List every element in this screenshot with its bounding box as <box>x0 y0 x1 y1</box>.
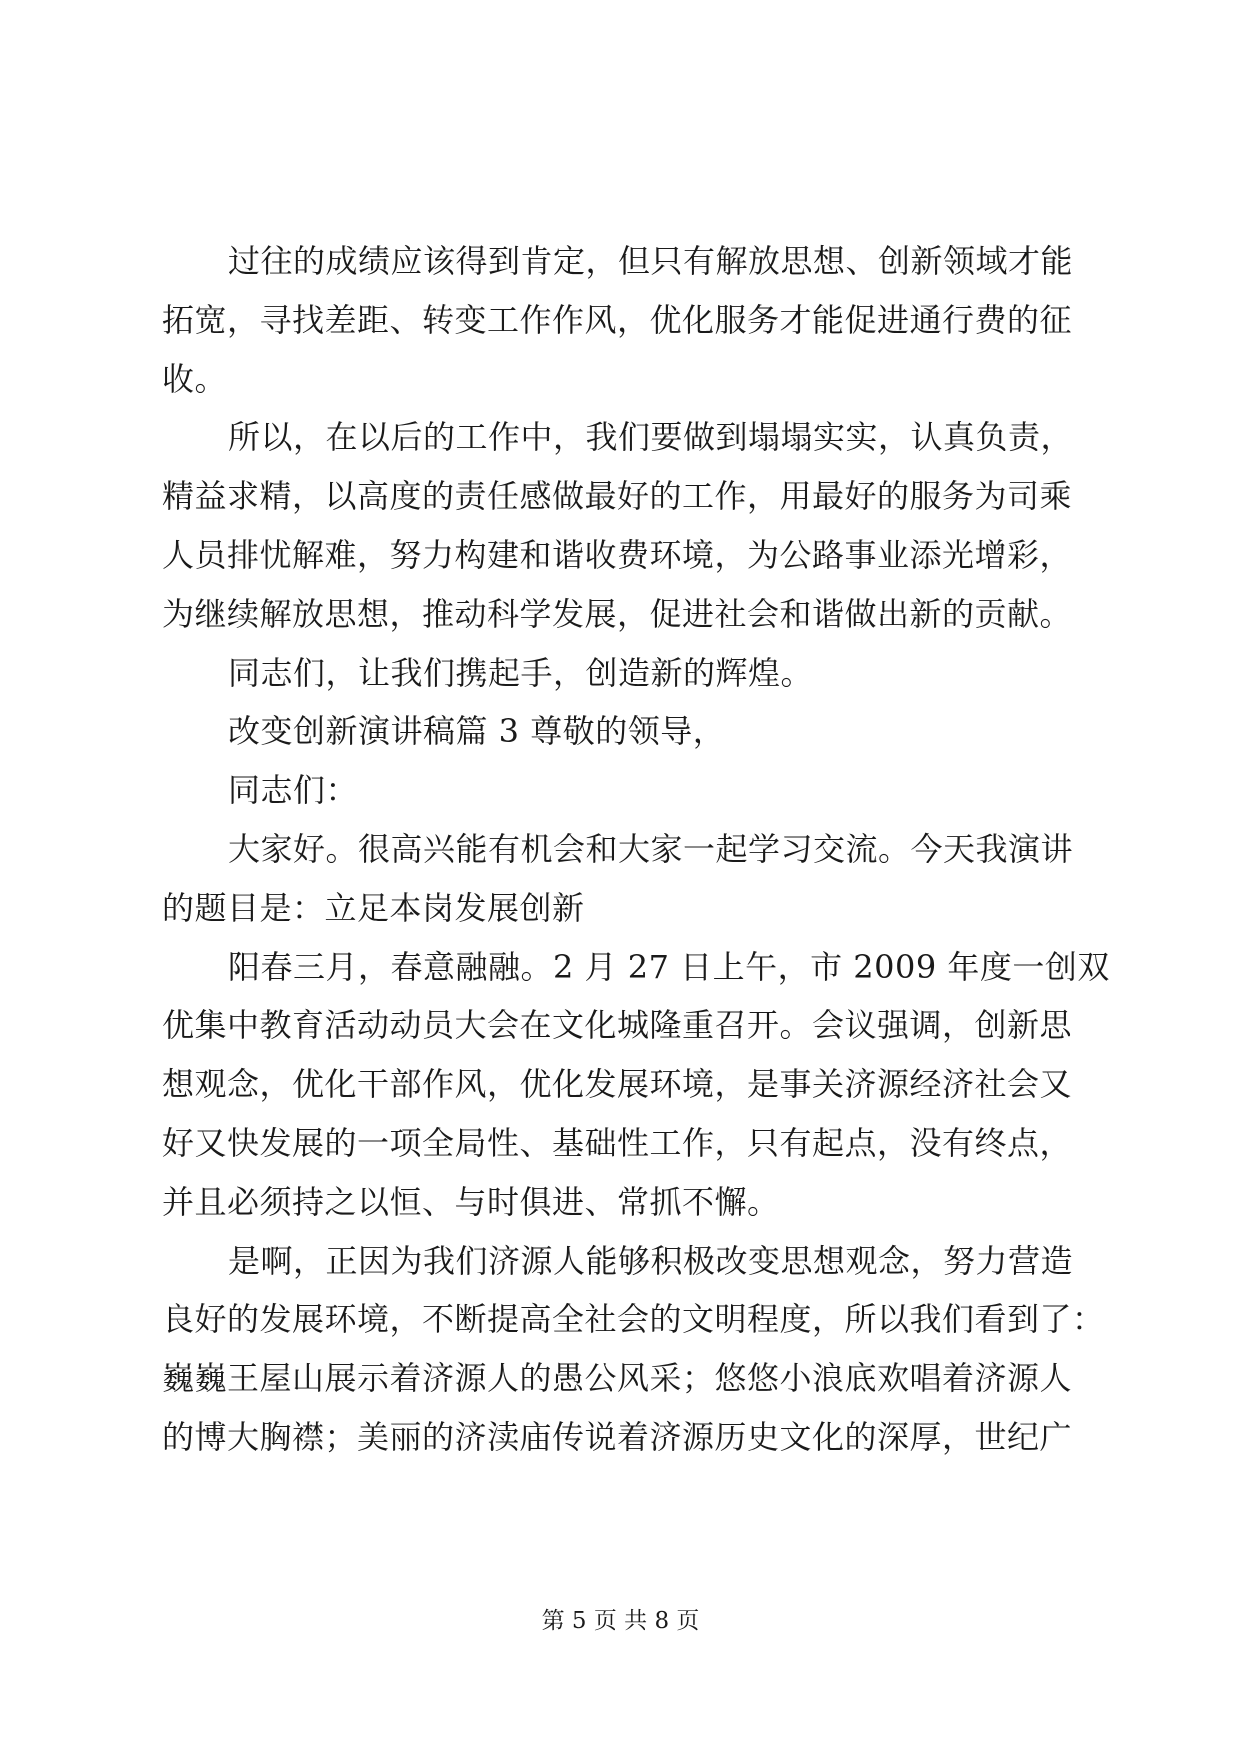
text-line: 想观念，优化干部作风，优化发展环境，是事关济源经济社会又 <box>162 1065 1073 1104</box>
text-line: 为继续解放思想，推动科学发展，促进社会和谐做出新的贡献。 <box>162 594 1073 633</box>
text-line: 阳春三月，春意融融。2 月 27 日上午，市 2009 年度一创双 <box>228 947 1110 986</box>
section-heading-line: 改变创新演讲稿篇 3 尊敬的领导， <box>228 712 726 751</box>
text-line: 的博大胸襟；美丽的济渎庙传说着济源历史文化的深厚，世纪广 <box>162 1417 1073 1456</box>
text-line: 拓宽，寻找差距、转变工作作风，优化服务才能促进通行费的征 <box>162 300 1073 339</box>
text-line: 人员排忧解难，努力构建和谐收费环境，为公路事业添光增彩， <box>162 535 1073 574</box>
text-line: 巍巍王屋山展示着济源人的愚公风采；悠悠小浪底欢唱着济源人 <box>162 1359 1073 1398</box>
text-line: 收。 <box>162 359 228 398</box>
document-body <box>162 232 1110 1467</box>
page-footer <box>0 1606 1241 1636</box>
text-line: 是啊，正因为我们济源人能够积极改变思想观念，努力营造 <box>228 1241 1074 1280</box>
text-line: 精益求精，以高度的责任感做最好的工作，用最好的服务为司乘 <box>162 477 1073 516</box>
text-line: 优集中教育活动动员大会在文化城隆重召开。会议强调，创新思 <box>162 1006 1073 1045</box>
salutation-line: 同志们： <box>228 771 359 810</box>
text-line: 好又快发展的一项全局性、基础性工作，只有起点，没有终点， <box>162 1123 1073 1162</box>
text-line: 过往的成绩应该得到肯定，但只有解放思想、创新领域才能 <box>228 242 1074 280</box>
text-line: 良好的发展环境，不断提高全社会的文明程度，所以我们看到了： <box>162 1300 1105 1339</box>
text-line: 大家好。很高兴能有机会和大家一起学习交流。今天我演讲 <box>228 829 1074 868</box>
text-line: 所以，在以后的工作中，我们要做到塌塌实实，认真负责， <box>228 418 1074 457</box>
text-line: 同志们，让我们携起手，创造新的辉煌。 <box>228 653 814 692</box>
text-line: 并且必须持之以恒、与时俱进、常抓不懈。 <box>162 1182 780 1221</box>
page-number: 第 5 页 共 8 页 <box>541 1608 700 1634</box>
text-line: 的题目是：立足本岗发展创新 <box>162 888 585 927</box>
